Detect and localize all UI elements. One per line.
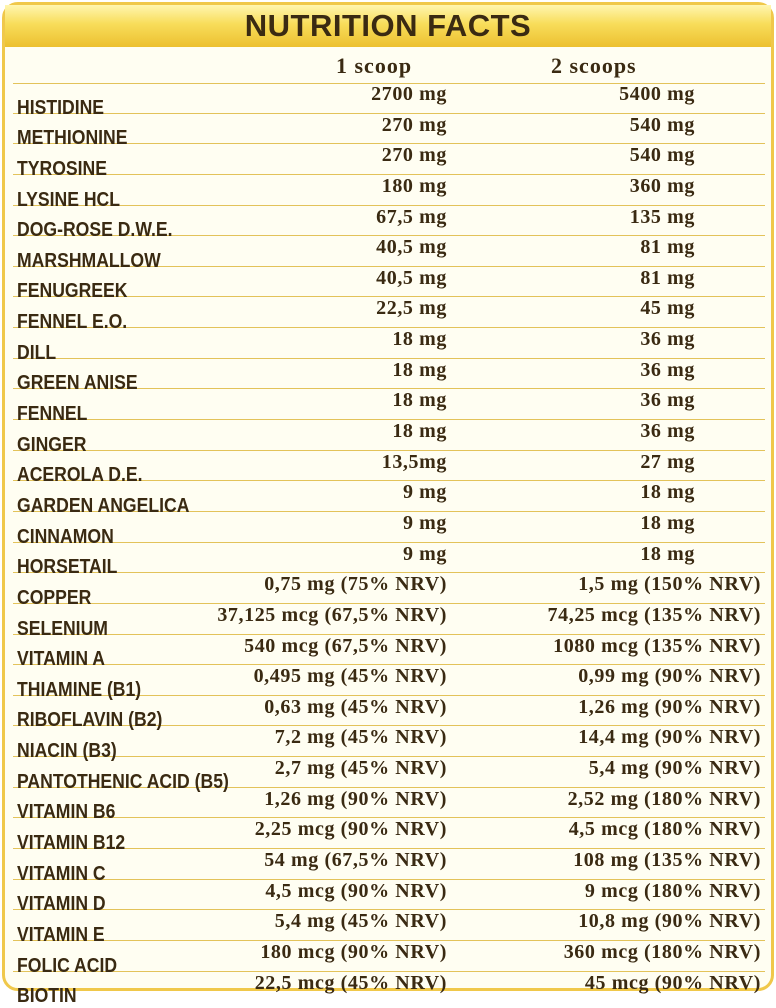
value-1-scoop: 270 mg — [381, 113, 447, 136]
value-2-scoops: 4,5 mcg (180% NRV) — [568, 818, 761, 841]
nutrient-name: VITAMIN B12 — [17, 832, 126, 855]
nutrient-name: FENNEL E.O. — [17, 311, 128, 334]
table-row — [13, 573, 765, 609]
table-row — [13, 726, 765, 763]
table-row — [13, 665, 765, 701]
nutrient-name: PANTOTHENIC ACID (B5) — [17, 770, 229, 793]
value-2-scoops: 18 mg — [640, 542, 695, 565]
nutrient-rows — [13, 83, 765, 1008]
nutrient-name: DILL — [17, 341, 57, 364]
value-2-scoops: 5,4 mg (90% NRV) — [588, 757, 761, 780]
column-header-1-scoop: 1 scoop — [336, 53, 413, 78]
value-2-scoops: 81 mg — [640, 266, 695, 289]
value-1-scoop: 2,7 mg (45% NRV) — [274, 757, 447, 780]
value-2-scoops: 81 mg — [640, 236, 695, 259]
value-1-scoop: 270 mg — [381, 144, 447, 167]
table-row — [13, 849, 765, 885]
nutrient-name: HISTIDINE — [17, 96, 105, 119]
nutrient-name: RIBOFLAVIN (B2) — [17, 709, 163, 732]
table-row — [13, 634, 765, 671]
value-1-scoop: 0,495 mg (45% NRV) — [253, 665, 447, 688]
table-row — [13, 205, 765, 242]
table-row — [13, 328, 765, 364]
value-2-scoops: 36 mg — [640, 420, 695, 443]
value-2-scoops: 18 mg — [640, 481, 695, 504]
nutrient-name: GINGER — [17, 433, 87, 456]
nutrition-facts-title: NUTRITION FACTS — [5, 5, 771, 47]
table-row — [13, 542, 765, 579]
value-1-scoop: 54 mg (67,5% NRV) — [264, 849, 447, 872]
value-2-scoops: 2,52 mg (180% NRV) — [567, 787, 761, 810]
table-row — [13, 420, 765, 456]
nutrient-name: SELENIUM — [17, 617, 108, 640]
nutrient-name: HORSETAIL — [17, 556, 118, 579]
nutrient-name: ACEROLA D.E. — [17, 464, 143, 487]
table-row — [13, 940, 765, 977]
value-2-scoops: 1,5 mg (150% NRV) — [578, 573, 761, 596]
value-2-scoops: 360 mcg (180% NRV) — [563, 940, 761, 963]
nutrient-name: GARDEN ANGELICA — [17, 494, 190, 517]
value-2-scoops: 1080 mcg (135% NRV) — [553, 634, 761, 657]
nutrient-name: BIOTIN — [17, 985, 77, 1008]
nutrient-name: FENNEL — [17, 403, 88, 426]
table-row — [13, 174, 765, 211]
table-row — [13, 695, 765, 732]
table-row — [13, 358, 765, 395]
value-1-scoop: 40,5 mg — [376, 266, 447, 289]
value-2-scoops: 14,4 mg (90% NRV) — [578, 726, 761, 749]
nutrient-name: THIAMINE (B1) — [17, 678, 142, 701]
value-1-scoop: 2700 mg — [371, 83, 447, 105]
value-1-scoop: 0,63 mg (45% NRV) — [264, 695, 447, 718]
value-2-scoops: 74,25 mcg (135% NRV) — [547, 603, 761, 626]
value-2-scoops: 10,8 mg (90% NRV) — [578, 910, 761, 933]
table-row — [13, 113, 765, 150]
value-1-scoop: 18 mg — [392, 420, 447, 443]
nutrient-name: GREEN ANISE — [17, 372, 138, 395]
value-1-scoop: 9 mg — [402, 481, 447, 504]
table-row — [13, 83, 765, 119]
value-1-scoop: 18 mg — [392, 328, 447, 351]
value-1-scoop: 7,2 mg (45% NRV) — [274, 726, 447, 749]
value-1-scoop: 540 mcg (67,5% NRV) — [244, 634, 447, 657]
nutrient-name: VITAMIN B6 — [17, 801, 116, 824]
value-1-scoop: 4,5 mcg (90% NRV) — [265, 879, 447, 902]
value-2-scoops: 36 mg — [640, 328, 695, 351]
value-1-scoop: 37,125 mcg (67,5% NRV) — [217, 603, 447, 626]
value-2-scoops: 5400 mg — [619, 83, 695, 105]
value-1-scoop: 1,26 mg (90% NRV) — [264, 787, 447, 810]
table-row — [13, 266, 765, 303]
value-1-scoop: 22,5 mg — [376, 297, 447, 320]
table-row — [13, 757, 765, 793]
value-1-scoop: 0,75 mg (75% NRV) — [264, 573, 447, 596]
nutrient-name: METHIONINE — [17, 127, 128, 150]
value-2-scoops: 108 mg (135% NRV) — [573, 849, 761, 872]
nutrition-facts-panel — [2, 2, 774, 1008]
value-2-scoops: 36 mg — [640, 358, 695, 381]
table-row — [13, 481, 765, 517]
nutrient-name: VITAMIN C — [17, 862, 106, 885]
table-row — [13, 603, 765, 640]
value-2-scoops: 540 mg — [629, 144, 695, 167]
value-1-scoop: 180 mcg (90% NRV) — [260, 940, 447, 963]
nutrient-name: FENUGREEK — [17, 280, 128, 303]
value-2-scoops: 360 mg — [629, 174, 695, 197]
value-2-scoops: 45 mg — [640, 297, 695, 320]
nutrient-name: CINNAMON — [17, 525, 114, 548]
nutrient-name: VITAMIN A — [17, 648, 105, 671]
table-row — [13, 236, 765, 272]
value-2-scoops: 27 mg — [640, 450, 695, 473]
value-2-scoops: 0,99 mg (90% NRV) — [578, 665, 761, 688]
nutrient-name: COPPER — [17, 586, 92, 609]
column-header-row — [13, 47, 765, 84]
value-1-scoop: 9 mg — [402, 542, 447, 565]
value-1-scoop: 18 mg — [392, 389, 447, 412]
table-row — [13, 450, 765, 487]
value-1-scoop: 180 mg — [381, 174, 447, 197]
value-1-scoop: 18 mg — [392, 358, 447, 381]
column-header-2-scoops: 2 scoops — [551, 53, 637, 78]
nutrient-name: TYROSINE — [17, 157, 107, 180]
value-1-scoop: 5,4 mg (45% NRV) — [274, 910, 447, 933]
nutrient-name: DOG-ROSE D.W.E. — [17, 219, 173, 242]
nutrient-name: VITAMIN D — [17, 893, 106, 916]
table-row — [13, 511, 765, 548]
value-2-scoops: 9 mcg (180% NRV) — [584, 879, 761, 902]
table-row — [13, 879, 765, 916]
table-row — [13, 389, 765, 426]
nutrient-name: NIACIN (B3) — [17, 740, 117, 763]
nutrient-name: MARSHMALLOW — [17, 249, 161, 272]
value-1-scoop: 13,5mg — [381, 450, 447, 473]
value-2-scoops: 45 mcg (90% NRV) — [584, 971, 761, 994]
value-2-scoops: 135 mg — [629, 205, 695, 228]
table-row — [13, 971, 765, 1008]
table-row — [13, 910, 765, 946]
value-1-scoop: 2,25 mcg (90% NRV) — [254, 818, 447, 841]
value-2-scoops: 1,26 mg (90% NRV) — [578, 695, 761, 718]
table-row — [13, 787, 765, 824]
value-1-scoop: 67,5 mg — [376, 205, 447, 228]
nutrient-name: VITAMIN E — [17, 923, 105, 946]
value-1-scoop: 9 mg — [402, 511, 447, 534]
table-row — [13, 818, 765, 855]
value-2-scoops: 540 mg — [629, 113, 695, 136]
value-2-scoops: 18 mg — [640, 511, 695, 534]
table-row — [13, 144, 765, 180]
value-1-scoop: 22,5 mcg (45% NRV) — [254, 971, 447, 994]
nutrient-name: FOLIC ACID — [17, 954, 118, 977]
value-1-scoop: 40,5 mg — [376, 236, 447, 259]
nutrient-name: LYSINE HCL — [17, 188, 121, 211]
value-2-scoops: 36 mg — [640, 389, 695, 412]
table-row — [13, 297, 765, 334]
